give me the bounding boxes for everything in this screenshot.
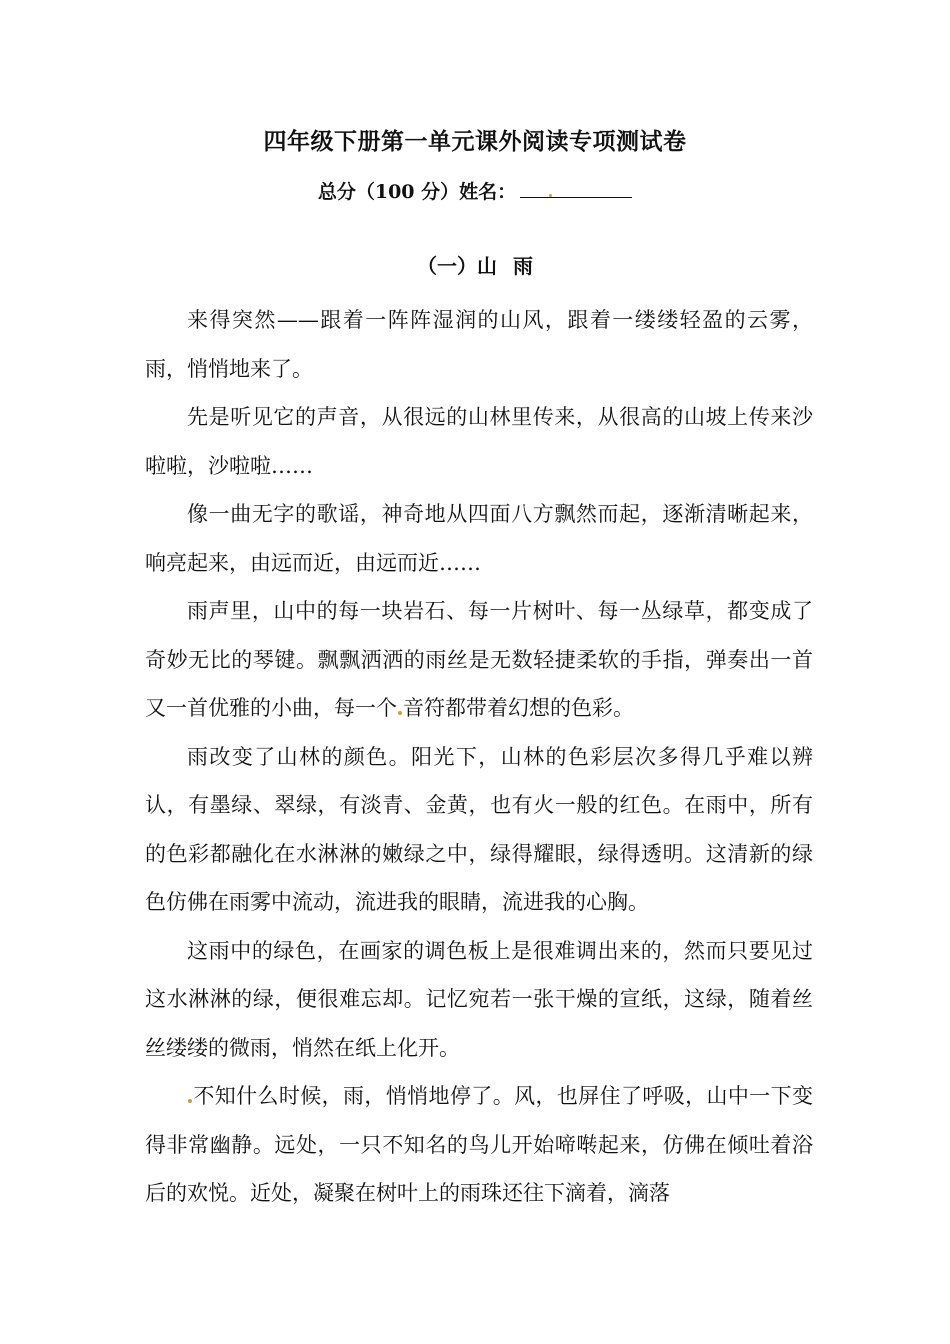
- paragraph-4-part-1: 雨声里，山中的每一块岩石、每一片树叶、每一丛绿草，都变成了奇妙无比的琴键。飘飘洒洒的雨丝是无数轻捷柔软的手指，弹奏出一首又一首优雅的小曲，每一个: [145, 599, 813, 720]
- section-title: [0, 248, 950, 284]
- paragraph-4: [145, 587, 813, 733]
- paragraph-6: 这雨中的绿色，在画家的调色板上是很难调出来的，然而只要见过这水淋淋的绿，便很难忘却。记忆宛若一张干燥的宣纸，这绿，随着丝丝缕缕的微雨，悄然在纸上化开。: [145, 938, 813, 1060]
- section-label: （一）: [417, 254, 477, 278]
- section-char-1: 山: [477, 254, 497, 278]
- paragraph-3: 像一曲无字的歌谣，神奇地从四面八方飘然而起，逐渐清晰起来，响亮起来，由远而近，由远而近……: [145, 502, 813, 575]
- mark-dot: [188, 1099, 192, 1103]
- paragraph-1: 来得突然——跟着一阵阵湿润的山风，跟着一缕缕轻盈的云雾，雨，悄悄地来了。: [145, 308, 813, 381]
- paragraph-2: 先是听见它的声音，从很远的山林里传来，从很高的山坡上传来沙啦啦，沙啦啦……: [145, 405, 813, 478]
- mark-dot: [549, 194, 552, 197]
- passage-body: [145, 296, 813, 1218]
- section-char-2: 雨: [513, 254, 533, 278]
- paragraph-7: [145, 1072, 813, 1218]
- paragraph-7-text: 不知什么时候，雨，悄悄地停了。风，也屏住了呼吸，山中一下变得非常幽静。远处，一只不知名的鸟儿开始啼啭起来，仿佛在倾吐着浴后的欢悦。近处，凝聚在树叶上的雨珠还往下滴着，滴落: [145, 1084, 813, 1205]
- document-title: 四年级下册第一单元课外阅读专项测试卷: [263, 128, 687, 155]
- paragraph-5: 雨改变了山林的颜色。阳光下，山林的色彩层次多得几乎难以辨认，有墨绿、翠绿，有淡青、金黄，也有火一般的红色。在雨中，所有的色彩都融化在水淋淋的嫩绿之中，绿得耀眼，绿得透明。这清新的绿色仿佛在雨雾中流动，流进我的眼睛，流进我的心胸。: [145, 744, 813, 914]
- score-name-line: [0, 174, 950, 210]
- score-label: 总分（100 分）姓名：: [317, 181, 517, 203]
- name-blank-field[interactable]: [520, 177, 632, 198]
- paragraph-4-part-2: 音符都带着幻想的色彩。: [403, 696, 634, 720]
- mark-dot: [398, 711, 402, 715]
